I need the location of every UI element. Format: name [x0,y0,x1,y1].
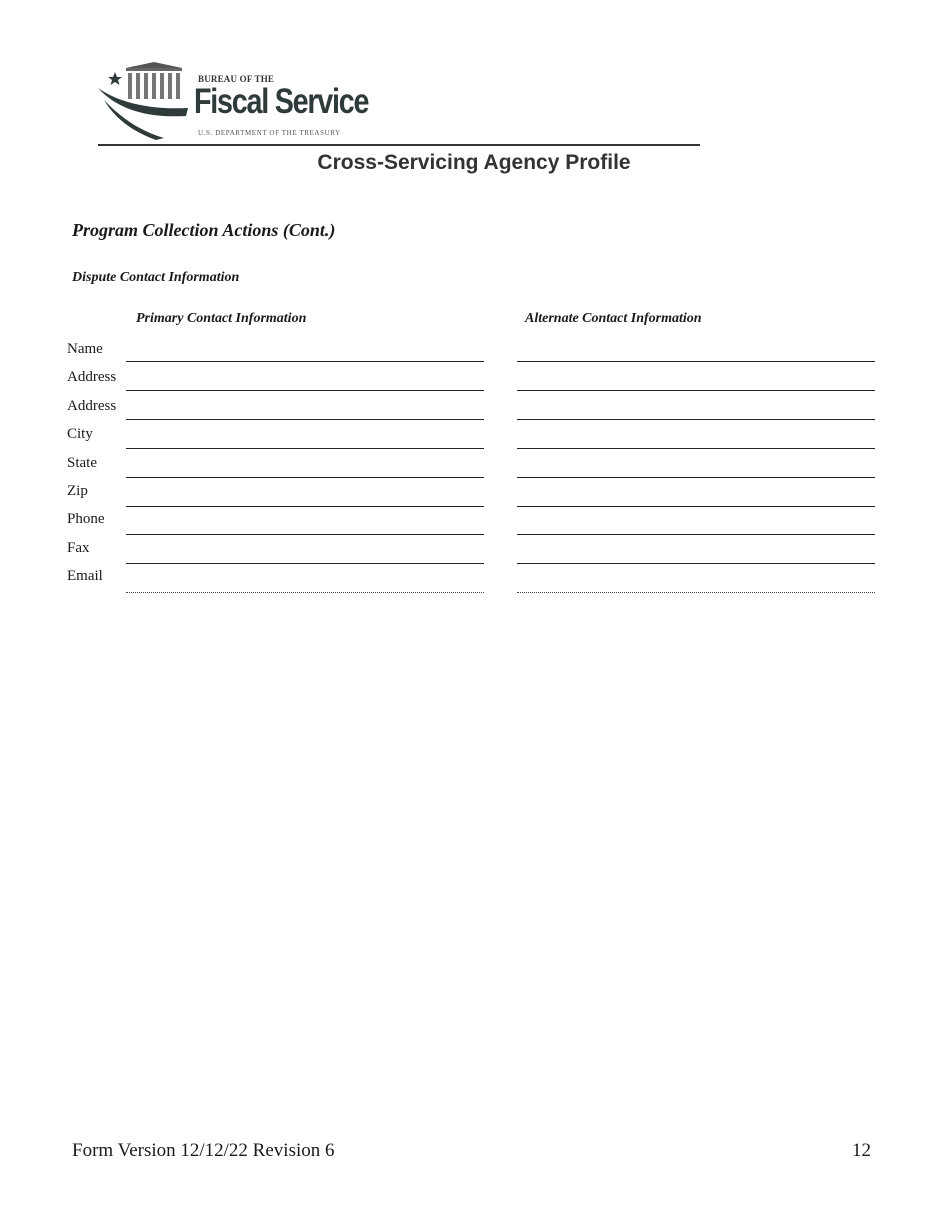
primary-zip-field[interactable] [126,506,484,507]
field-label-name: Name [67,341,103,357]
logo-treasury-text: U.S. DEPARTMENT OF THE TREASURY [198,129,341,137]
field-label-fax: Fax [67,540,90,556]
logo-bureau-text: BUREAU OF THE [198,74,275,84]
primary-email-field[interactable] [126,592,484,593]
field-label-city: City [67,426,93,442]
alternate-email-field[interactable] [517,592,875,593]
alternate-fax-field[interactable] [517,563,875,564]
field-label-address-2: Address [67,398,117,414]
primary-contact-heading: Primary Contact Information [136,311,307,326]
alternate-name-field[interactable] [517,361,875,362]
field-label-phone: Phone [67,511,105,527]
section-title: Program Collection Actions (Cont.) [72,220,336,240]
alternate-zip-field[interactable] [517,506,875,507]
primary-state-field[interactable] [126,477,484,478]
field-label-address-1: Address [67,369,117,385]
primary-fax-field[interactable] [126,563,484,564]
header-rule [98,144,700,146]
primary-address-1-field[interactable] [126,390,484,391]
alternate-address-1-field[interactable] [517,390,875,391]
logo-fiscal-service-text: Fiscal Service [194,82,369,121]
subsection-title: Dispute Contact Information [72,270,240,285]
alternate-state-field[interactable] [517,477,875,478]
alternate-address-2-field[interactable] [517,419,875,420]
field-label-state: State [67,455,97,471]
field-label-email: Email [67,568,103,584]
fiscal-service-logo [98,60,368,140]
alternate-contact-heading: Alternate Contact Information [525,311,702,326]
field-label-zip: Zip [67,483,88,499]
primary-name-field[interactable] [126,361,484,362]
primary-address-2-field[interactable] [126,419,484,420]
alternate-phone-field[interactable] [517,534,875,535]
treasury-building-icon [98,60,198,140]
alternate-city-field[interactable] [517,448,875,449]
primary-phone-field[interactable] [126,534,484,535]
page-number: 12 [852,1140,871,1161]
primary-city-field[interactable] [126,448,484,449]
page-title: Cross-Servicing Agency Profile [317,151,631,174]
form-version: Form Version 12/12/22 Revision 6 [72,1140,335,1161]
